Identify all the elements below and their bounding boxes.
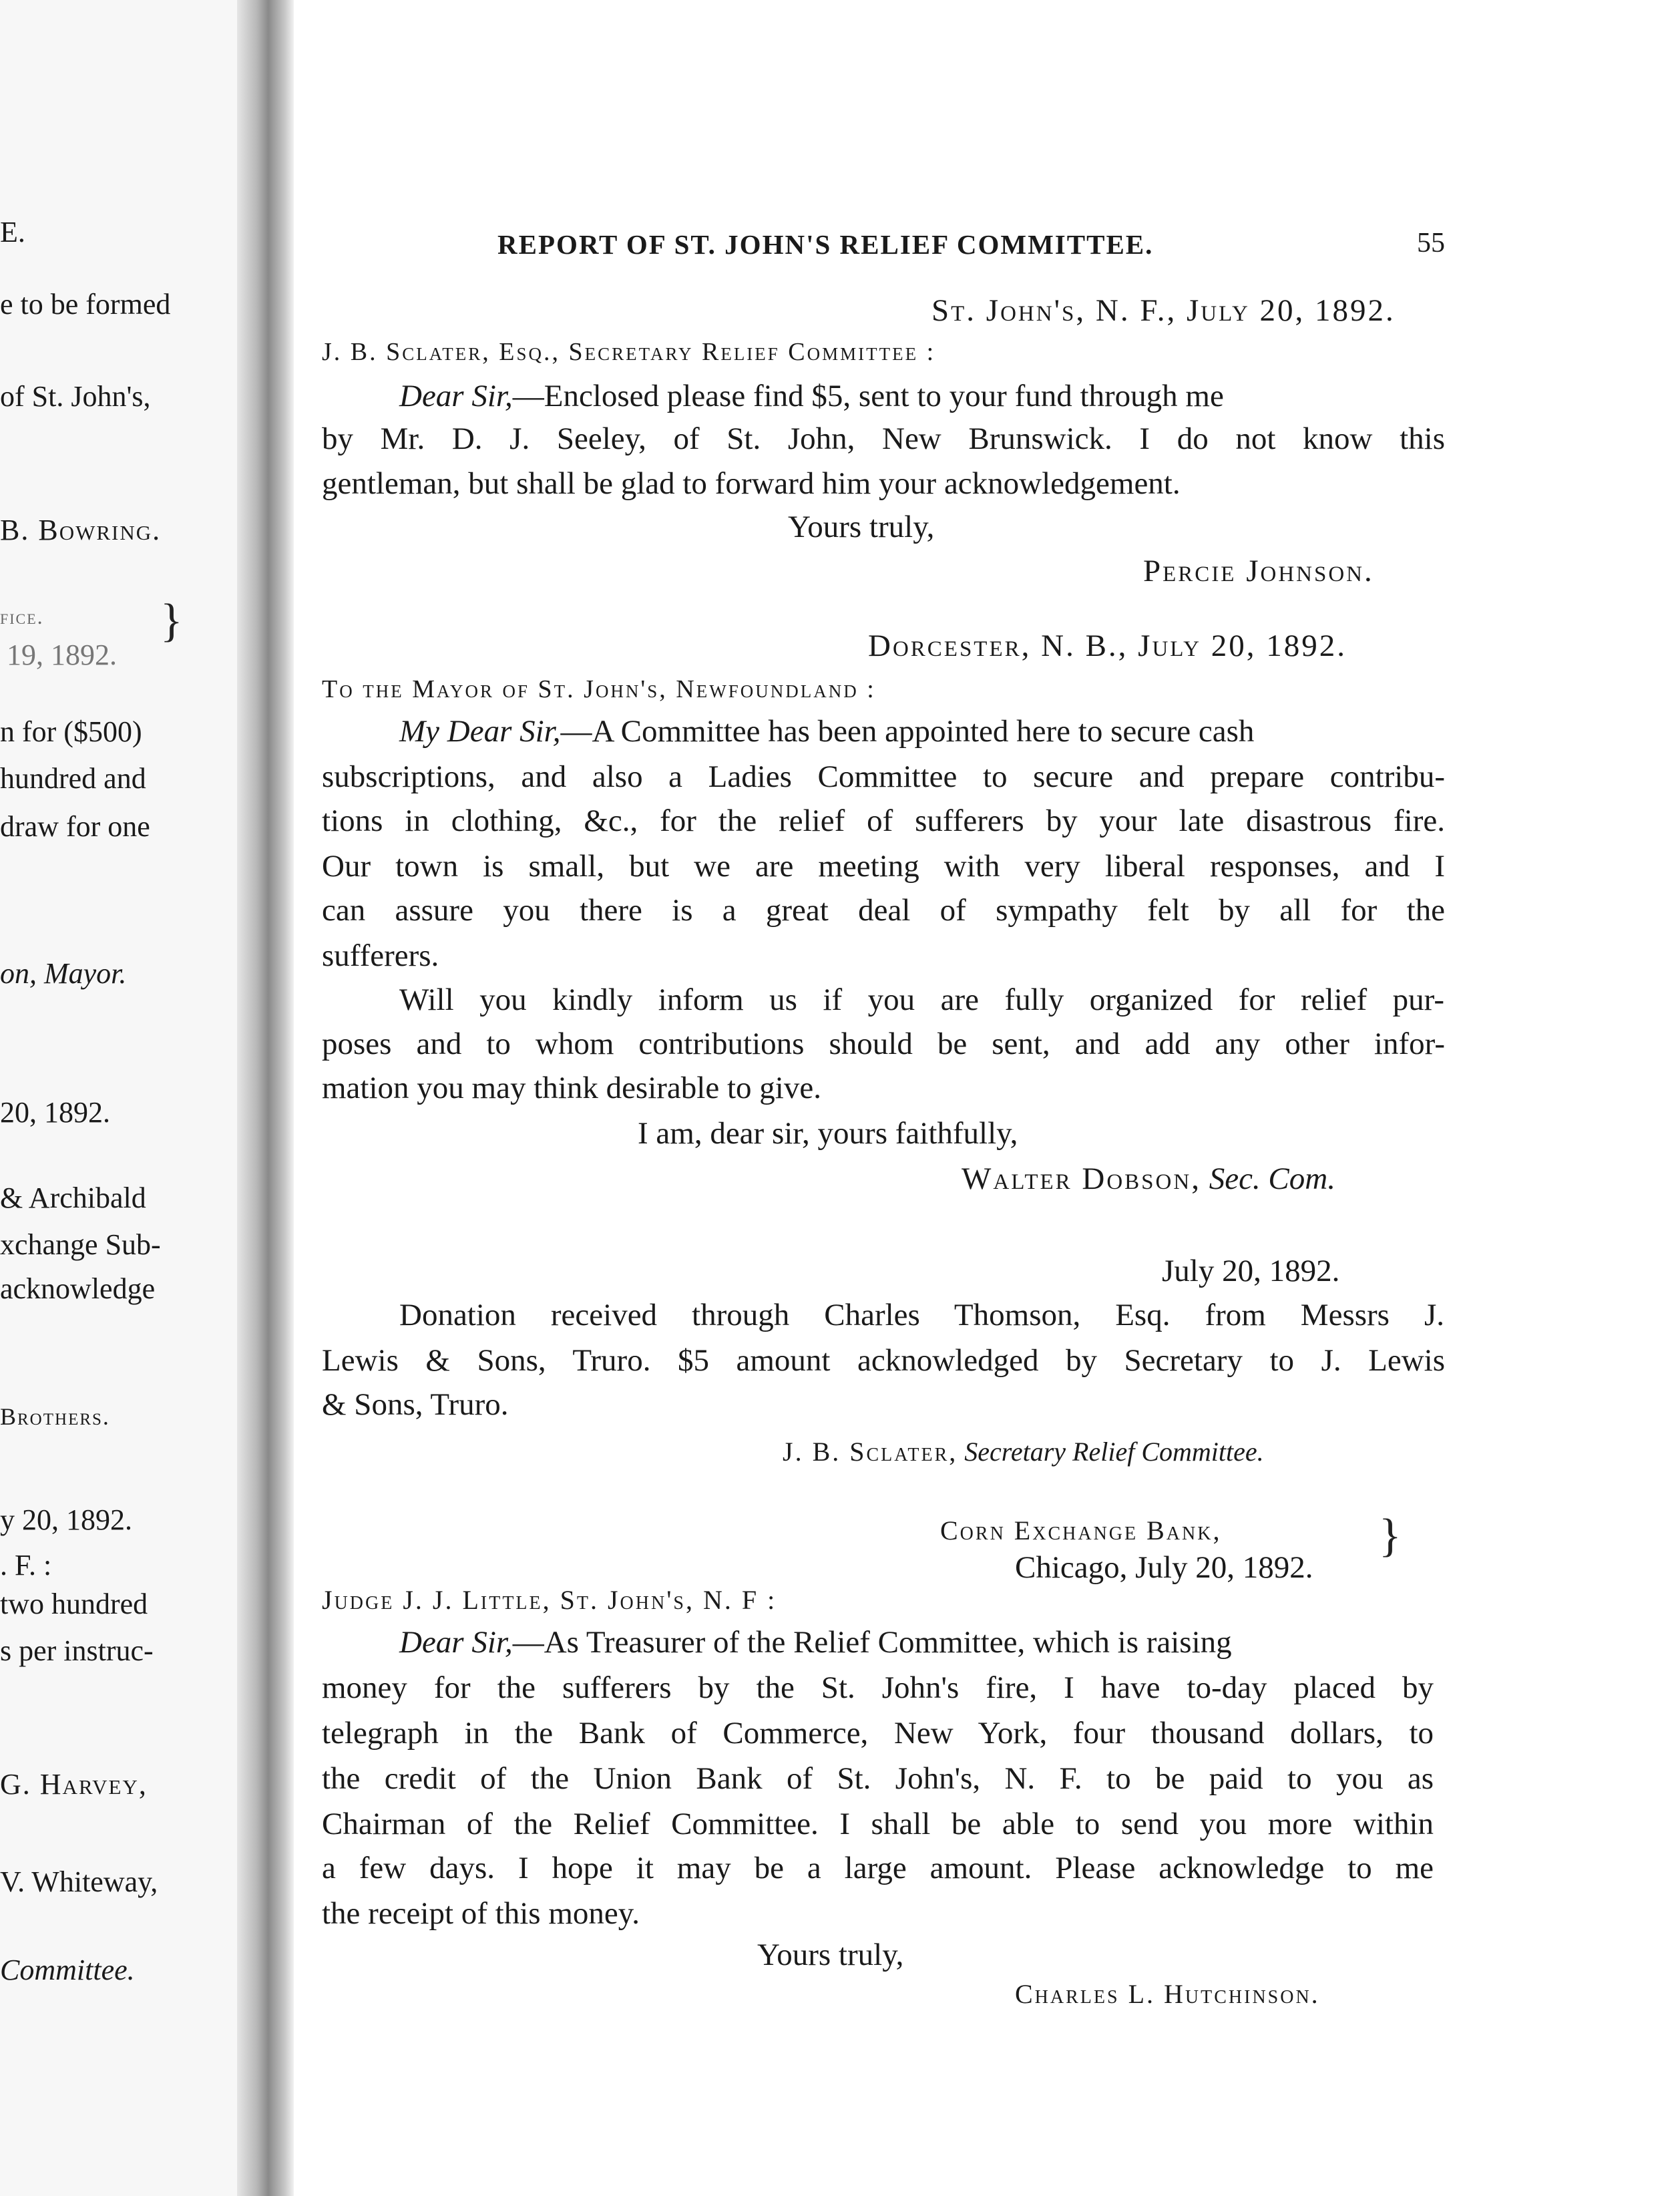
letter2-para2-line: Will you kindly inform us if you are fully organized for relief pur-: [399, 982, 1444, 1017]
letter1-line: Dear Sir,—Enclosed please find $5, sent to your fund through me: [399, 379, 1224, 413]
letter1-closing: Yours truly,: [788, 510, 935, 544]
letter4-line: a few days. I hope it may be a large amount. Please acknowledge to me: [322, 1851, 1434, 1885]
left-fragment: 20, 1892.: [0, 1096, 110, 1129]
left-fragment: of St. John's,: [0, 380, 151, 413]
letter4-signature: Charles L. Hutchinson.: [1015, 1979, 1320, 2009]
left-fragment: two hundred: [0, 1588, 148, 1620]
note3-line: Lewis & Sons, Truro. $5 amount acknowledged by Secretary to J. Lewis: [322, 1343, 1445, 1378]
letter1-salutation: Dear Sir,: [399, 379, 513, 413]
left-page-fragment: [0, 0, 237, 2196]
letter4-line: the credit of the Union Bank of St. John's, N. F. to be paid to you as: [322, 1761, 1434, 1796]
left-fragment: & Archibald: [0, 1181, 146, 1214]
letter1-line: by Mr. D. J. Seeley, of St. John, New Brunswick. I do not know this: [322, 421, 1445, 456]
letter2-closing: I am, dear sir, yours faithfully,: [638, 1116, 1018, 1151]
left-fragment: G. Harvey,: [0, 1768, 148, 1801]
letter2-line: Our town is small, but we are meeting with very liberal responses, and I: [322, 849, 1445, 884]
letter2-addressee: To the Mayor of St. John's, Newfoundland :: [322, 675, 876, 703]
left-fragment: 19, 1892.: [7, 638, 117, 671]
letter4-sender-line1: Corn Exchange Bank,: [940, 1515, 1222, 1545]
page-number: 55: [1417, 228, 1445, 258]
left-fragment: e to be formed: [0, 288, 171, 321]
letter2-line: can assure you there is a great deal of sympathy felt by all for the: [322, 893, 1445, 928]
letter2-para2-line: poses and to whom contributions should be sent, and add any other infor-: [322, 1027, 1445, 1061]
letter2-dateline: Dorcester, N. B., July 20, 1892.: [868, 628, 1347, 663]
letter2-line: sufferers.: [322, 938, 439, 973]
left-fragment: draw for one: [0, 810, 150, 843]
left-fragment: fice.: [0, 604, 44, 628]
left-fragment: B. Bowring.: [0, 514, 162, 546]
left-fragment: xchange Sub-: [0, 1228, 161, 1261]
left-fragment: V. Whiteway,: [0, 1865, 158, 1898]
letter2-line: My Dear Sir,—A Committee has been appointed here to secure cash: [399, 714, 1255, 749]
letter4-line: telegraph in the Bank of Commerce, New York, four thousand dollars, to: [322, 1716, 1434, 1751]
left-fragment: Committee.: [0, 1954, 135, 1986]
running-title: REPORT OF ST. JOHN'S RELIEF COMMITTEE.: [497, 229, 1154, 260]
note3-signature: J. B. Sclater, Secretary Relief Committee.: [783, 1437, 1264, 1467]
letter4-sender-line2: Chicago, July 20, 1892.: [1015, 1550, 1313, 1585]
letter2-line: subscriptions, and also a Ladies Committee to secure and prepare contribu-: [322, 759, 1445, 794]
letter4-line: the receipt of this money.: [322, 1896, 640, 1931]
letter4-salutation: Dear Sir,: [399, 1625, 513, 1660]
note3-dateline: July 20, 1892.: [1162, 1254, 1340, 1288]
letter1-addressee: J. B. Sclater, Esq., Secretary Relief Committee :: [322, 338, 936, 366]
left-fragment: on, Mayor.: [0, 957, 127, 990]
note3-line: Donation received through Charles Thomson, Esq. from Messrs J.: [399, 1298, 1444, 1332]
letter2-salutation: My Dear Sir,: [399, 714, 561, 749]
left-fragment: E.: [0, 216, 25, 248]
left-fragment: hundred and: [0, 762, 146, 795]
letter4-addressee: Judge J. J. Little, St. John's, N. F :: [322, 1585, 777, 1615]
left-fragment: s per instruc-: [0, 1634, 154, 1667]
letter2-line: tions in clothing, &c., for the relief of sufferers by your late disastrous fire.: [322, 803, 1445, 838]
letter2-para2-line: mation you may think desirable to give.: [322, 1071, 821, 1105]
left-fragment: . F. :: [0, 1549, 52, 1582]
left-fragment: n for ($500): [0, 715, 142, 748]
letter4-line: Chairman of the Relief Committee. I shall be able to send you more within: [322, 1807, 1434, 1841]
letter4-line: Dear Sir,—As Treasurer of the Relief Committee, which is raising: [399, 1625, 1232, 1660]
letter1-dateline: St. John's, N. F., July 20, 1892.: [931, 293, 1396, 328]
left-fragment: acknowledge: [0, 1272, 156, 1305]
left-fragment: Brothers.: [0, 1403, 110, 1430]
letter2-signature: Walter Dobson, Sec. Com.: [962, 1161, 1335, 1196]
book-gutter: [237, 0, 294, 2196]
letter1-signature: Percie Johnson.: [1143, 554, 1374, 588]
left-fragment: y 20, 1892.: [0, 1503, 132, 1536]
letter1-line: gentleman, but shall be glad to forward him your acknowledgement.: [322, 466, 1181, 501]
letter4-brace: }: [1379, 1510, 1402, 1562]
left-brace: }: [160, 595, 183, 647]
letter4-line: money for the sufferers by the St. John's fire, I have to-day placed by: [322, 1670, 1434, 1705]
letter4-closing: Yours truly,: [757, 1938, 904, 1972]
note3-line: & Sons, Truro.: [322, 1387, 509, 1422]
